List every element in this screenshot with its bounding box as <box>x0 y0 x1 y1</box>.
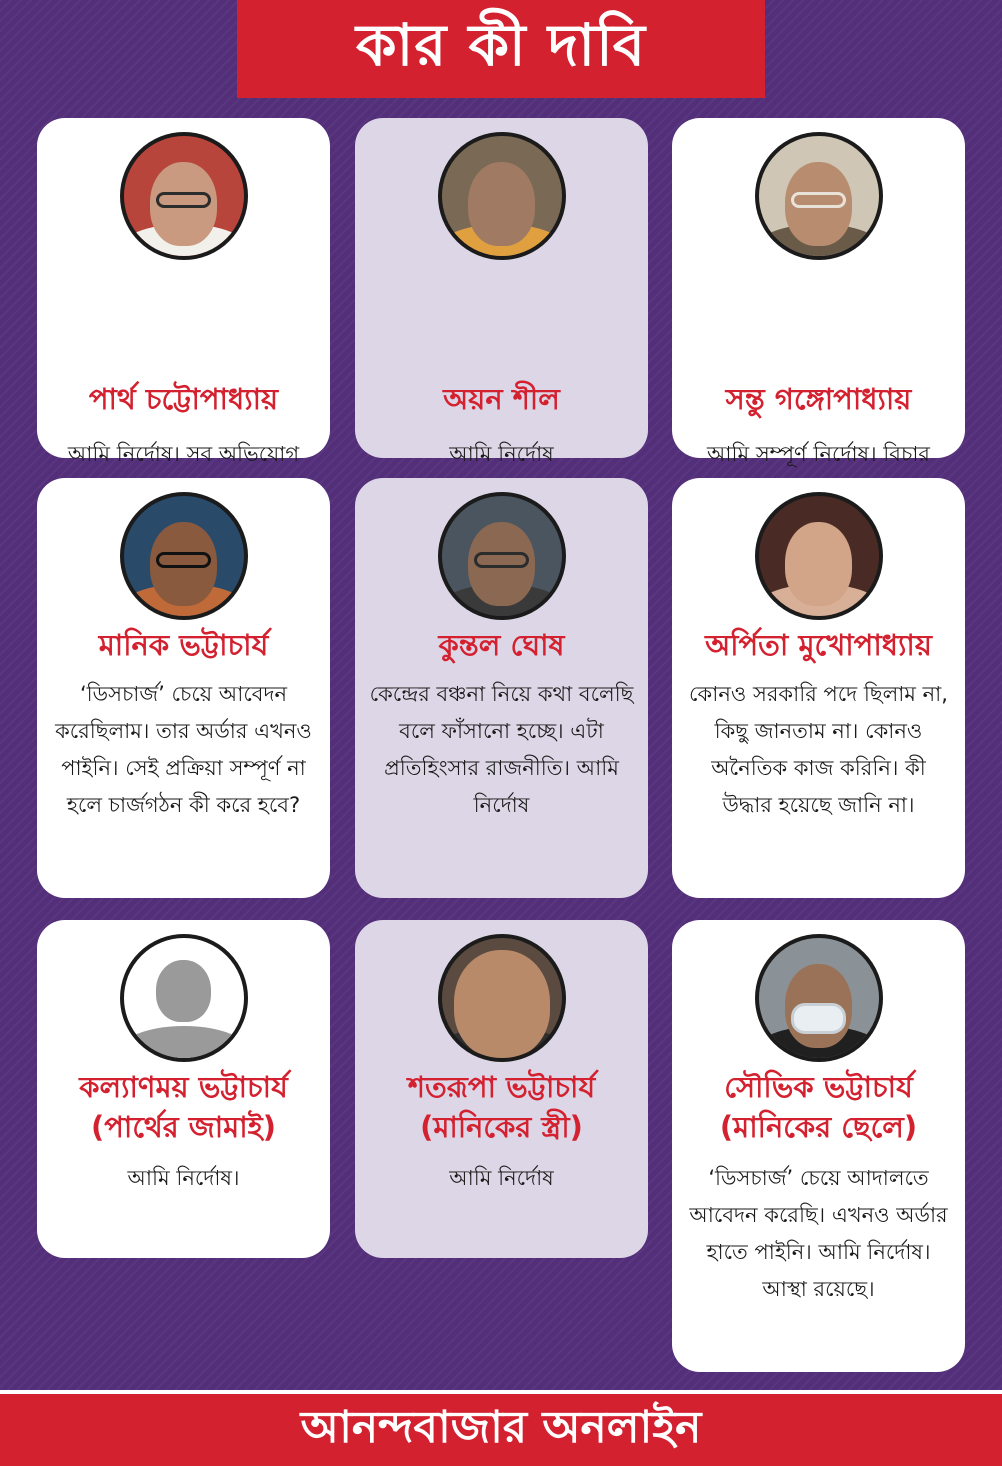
card-partha-chattopadhyay <box>37 118 330 466</box>
person-name: পার্থ চট্টোপাধ্যায় <box>88 382 279 416</box>
card-kuntal-ghosh <box>355 478 648 898</box>
person-claim: আমি সম্পূর্ণ নির্দোষ। বিচার <box>707 442 930 466</box>
portrait-photo-icon <box>438 492 566 620</box>
person-claim: আমি নির্দোষ <box>449 442 554 466</box>
portrait-photo-icon <box>120 132 248 260</box>
card-shatarupa-bhattacharya <box>355 920 648 1258</box>
portrait-photo-icon <box>755 132 883 260</box>
portrait-photo-icon <box>755 934 883 1062</box>
card-arpita-mukhopadhyay <box>672 478 965 898</box>
portrait-photo-icon <box>755 492 883 620</box>
person-claim: কেন্দ্রের বঞ্চনা নিয়ে কথা বলেছি বলে ফাঁসানো হচ্ছে। এটা প্রতিহিংসার রাজনীতি। আমি নির্দোষ <box>369 682 634 817</box>
person-name: সৌভিক ভট্টাচার্য <box>724 1070 913 1104</box>
silhouette-placeholder-icon <box>120 934 248 1062</box>
portrait-photo-icon <box>438 132 566 260</box>
person-claim: ‘ডিসচার্জ’ চেয়ে আবেদন করেছিলাম। তার অর্ডার এখনও পাইনি। সেই প্রক্রিয়া সম্পূর্ণ না হলে চার্জগঠন কী করে হবে? <box>55 682 312 817</box>
person-claim: ‘ডিসচার্জ’ চেয়ে আদালতে আবেদন করেছি। এখনও অর্ডার হাতে পাইনি। আমি নির্দোষ।আস্থা রয়েছে। <box>689 1166 948 1301</box>
card-manik-bhattacharya <box>37 478 330 898</box>
person-claim: কোনও সরকারি পদে ছিলাম না, কিছু জানতাম না। কোনও অনৈতিক কাজ করিনি। কী উদ্ধার হয়েছে জানি না। <box>689 682 948 817</box>
portrait-photo-icon <box>120 492 248 620</box>
person-relation: (মানিকের ছেলে) <box>719 1110 918 1144</box>
person-name: মানিক ভট্টাচার্য <box>98 628 269 662</box>
person-name: কুন্তল ঘোষ <box>438 628 565 662</box>
card-souvik-bhattacharya <box>672 920 965 1372</box>
person-claim: আমি নির্দোষ <box>449 1166 554 1190</box>
person-name: শতরূপা ভট্টাচার্য <box>407 1070 596 1104</box>
person-name: অর্পিতা মুখোপাধ্যায় <box>705 628 932 662</box>
card-ayan-sheel <box>355 118 648 466</box>
person-claim: আমি নির্দোষ। <box>127 1166 240 1190</box>
portrait-photo-icon <box>438 934 566 1062</box>
person-name: সন্তু গঙ্গোপাধ্যায় <box>725 382 912 416</box>
person-name: কল্যাণময় ভট্টাচার্য <box>79 1070 288 1104</box>
page-title: কার কী দাবি <box>237 0 765 98</box>
card-santu-gangopadhyay <box>672 118 965 466</box>
footer-brand: আনন্দবাজার অনলাইন <box>0 1390 1002 1466</box>
card-kalyanmoy-bhattacharya <box>37 920 330 1258</box>
person-name: অয়ন শীল <box>443 382 560 416</box>
person-claim: আমি নির্দোষ। সব অভিযোগ <box>67 442 300 466</box>
person-relation: (মানিকের স্ত্রী) <box>420 1110 583 1144</box>
person-relation: (পার্থের জামাই) <box>90 1110 277 1144</box>
